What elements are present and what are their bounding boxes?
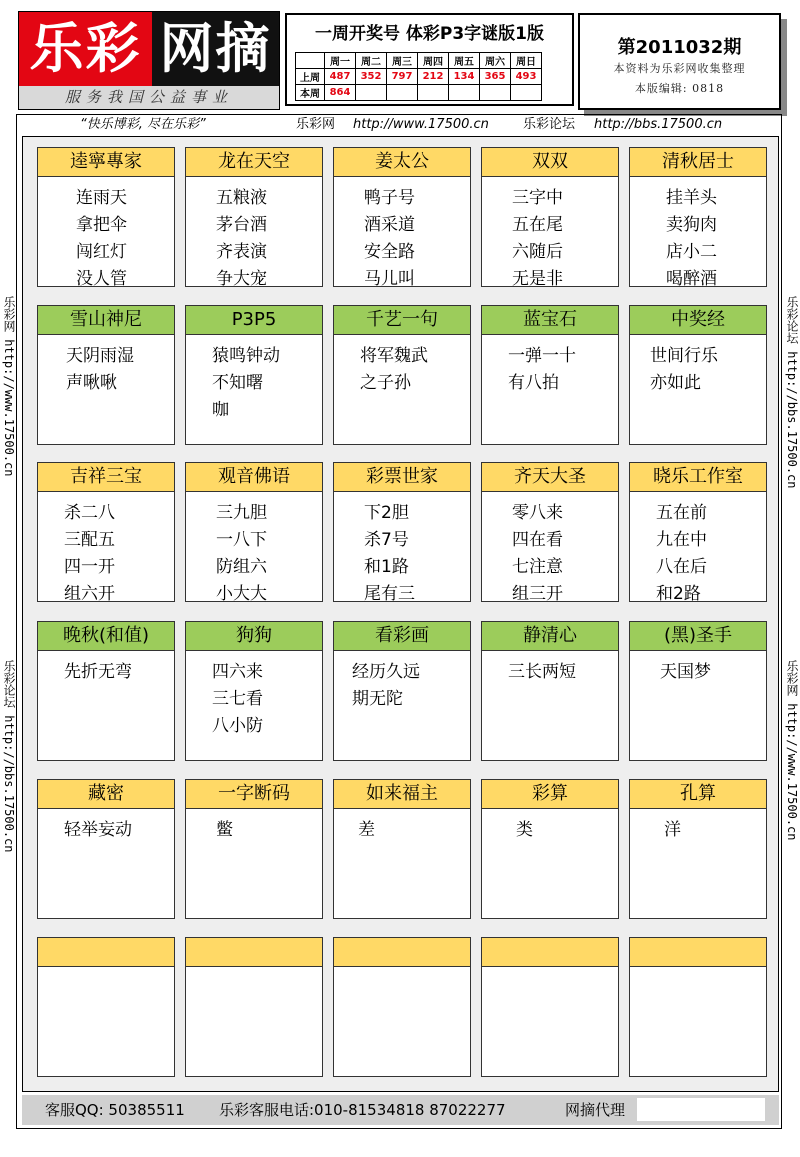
tip-card-line: 马儿叫 — [364, 269, 415, 289]
tip-card-body — [186, 335, 322, 424]
side-right-bottom-text: 乐彩网 http://www.17500.cn — [785, 660, 799, 841]
tip-card-title: 如来福主 — [334, 780, 470, 809]
tip-card-line: 组三开 — [512, 584, 563, 604]
tip-card-line: 三七看 — [212, 689, 263, 709]
tip-card-title: 齐天大圣 — [482, 463, 618, 492]
draw-number-cell: 493 — [511, 69, 542, 85]
draw-days-row — [296, 53, 542, 69]
site-name: 乐彩网 — [296, 117, 336, 132]
tip-card — [629, 462, 767, 602]
tip-card-title: 雪山神尼 — [38, 306, 174, 335]
tip-card-line: 先折无弯 — [64, 662, 132, 682]
tip-card-title: 逵寧專家 — [38, 148, 174, 177]
tip-card — [333, 621, 471, 761]
tip-card-line: 店小二 — [666, 242, 717, 262]
tip-card-line: 尾有三 — [364, 584, 415, 604]
draw-number-cell: 352 — [356, 69, 387, 85]
tip-card-line: 轻举妄动 — [64, 820, 132, 840]
tip-card-line: 杀7号 — [364, 530, 409, 550]
footer-qq: 客服QQ: 50385511 — [45, 1101, 185, 1119]
side-left-bottom-text: 乐彩论坛 http://bbs.17500.cn — [2, 660, 16, 853]
draw-number-cell — [418, 85, 449, 101]
draw-day-cell: 周三 — [387, 53, 418, 69]
logo-right-text: 网摘 — [152, 12, 279, 86]
draw-title: 一周开奖号 体彩P3字谜版1版 — [314, 24, 545, 44]
tip-card-line: 三字中 — [512, 188, 563, 208]
tip-card-line: 洋 — [664, 820, 681, 840]
tip-card-title: 看彩画 — [334, 622, 470, 651]
issue-number: 第2011032期 — [617, 37, 742, 58]
draw-day-cell: 周五 — [449, 53, 480, 69]
forum-url-link[interactable]: http://bbs.17500.cn — [594, 117, 723, 132]
tip-card-line: 世间行乐 — [650, 346, 718, 366]
tip-card-title — [334, 938, 470, 967]
tip-card-body — [630, 177, 766, 293]
tip-card-line: 酒采道 — [364, 215, 415, 235]
tip-card-line: 类 — [516, 820, 533, 840]
tip-card-line: 之子孙 — [360, 373, 411, 393]
tip-card — [37, 621, 175, 761]
tip-card-line: 天阴雨湿 — [66, 346, 134, 366]
tip-card-title: 彩算 — [482, 780, 618, 809]
tip-card — [37, 779, 175, 919]
tip-card-line: 挂羊头 — [666, 188, 717, 208]
site-url-link[interactable]: http://www.17500.cn — [353, 117, 489, 132]
tip-card — [185, 462, 323, 602]
footer-bar — [22, 1095, 779, 1125]
tip-card — [629, 147, 767, 287]
draw-number-cell — [511, 85, 542, 101]
tip-card — [37, 147, 175, 287]
tip-card-line: 和2路 — [656, 584, 701, 604]
tip-card-title: 千艺一句 — [334, 306, 470, 335]
draw-number-cell: 864 — [325, 85, 356, 101]
side-right-top-text: 乐彩论坛 http://bbs.17500.cn — [785, 296, 799, 489]
tip-card-line: 鸭子号 — [364, 188, 415, 208]
tip-card-title: 姜太公 — [334, 148, 470, 177]
tip-card-title: 藏密 — [38, 780, 174, 809]
tip-card-line: 鳖 — [216, 820, 233, 840]
tip-card-body — [186, 967, 322, 975]
tip-card-body — [186, 177, 322, 293]
tip-card-title: 狗狗 — [186, 622, 322, 651]
tip-card-body — [186, 492, 322, 608]
tip-card — [333, 462, 471, 602]
tip-card-line: 八在后 — [656, 557, 707, 577]
tip-card-body — [482, 492, 618, 608]
logo — [18, 11, 280, 110]
tip-card-line: 五在前 — [656, 503, 707, 523]
tip-card-line: 三长两短 — [508, 662, 576, 682]
tip-card-line: 亦如此 — [650, 373, 701, 393]
tip-card-line: 喝醉酒 — [666, 269, 717, 289]
tip-card-body — [38, 335, 174, 397]
draw-day-cell: 周一 — [325, 53, 356, 69]
issue-panel — [578, 13, 781, 110]
draw-day-cell: 周二 — [356, 53, 387, 69]
draw-last-week-row — [296, 69, 542, 85]
tip-card — [333, 147, 471, 287]
tip-card-body — [630, 492, 766, 608]
tips-grid — [22, 136, 779, 1092]
tip-card-line: 四一开 — [64, 557, 115, 577]
tip-card-line: 声啾啾 — [66, 373, 117, 393]
tip-card-line: 八小防 — [212, 716, 263, 736]
tip-card-body — [482, 809, 618, 844]
footer-agent-label: 网摘代理 — [565, 1101, 626, 1119]
tip-card — [629, 937, 767, 1077]
footer-phone: 乐彩客服电话:010-81534818 87022277 — [219, 1101, 506, 1119]
tip-card-body — [38, 967, 174, 975]
tip-card-title: 龙在天空 — [186, 148, 322, 177]
tip-card-line: 三九胆 — [216, 503, 267, 523]
tip-card — [481, 305, 619, 445]
draw-table — [295, 52, 542, 101]
tip-card-title: 观音佛语 — [186, 463, 322, 492]
tip-card-title: 晓乐工作室 — [630, 463, 766, 492]
tip-card-line: 期无陀 — [352, 689, 403, 709]
tip-card-line: 争大宠 — [216, 269, 267, 289]
tip-card-title — [186, 938, 322, 967]
tip-card-title: 双双 — [482, 148, 618, 177]
tip-card-line: 茅台酒 — [216, 215, 267, 235]
tip-card — [629, 305, 767, 445]
tip-card-body — [482, 651, 618, 686]
tip-card-body — [630, 335, 766, 397]
weekly-draw-panel — [285, 13, 574, 106]
tip-card — [185, 621, 323, 761]
tip-card-line: 拿把伞 — [76, 215, 127, 235]
tip-card-line: 一八下 — [216, 530, 267, 550]
tip-card-body — [38, 492, 174, 608]
tip-card-line: 将军魏武 — [360, 346, 428, 366]
tip-card — [481, 621, 619, 761]
tip-card-line: 和1路 — [364, 557, 409, 577]
draw-number-cell: 487 — [325, 69, 356, 85]
tip-card-line: 闯红灯 — [76, 242, 127, 262]
tip-card-line: 零八来 — [512, 503, 563, 523]
tip-card-body — [334, 967, 470, 975]
tip-card — [185, 305, 323, 445]
tip-card-title: 蓝宝石 — [482, 306, 618, 335]
draw-number-cell — [387, 85, 418, 101]
tip-card — [333, 937, 471, 1077]
draw-row-label: 本周 — [296, 85, 325, 101]
tip-card-line: 防组六 — [216, 557, 267, 577]
draw-number-cell: 134 — [449, 69, 480, 85]
draw-day-cell: 周日 — [511, 53, 542, 69]
tip-card-line: 有八拍 — [508, 373, 559, 393]
tip-card-title: 一字断码 — [186, 780, 322, 809]
footer-agent-blank — [637, 1098, 765, 1121]
draw-number-cell — [480, 85, 511, 101]
tip-card-body — [38, 809, 174, 844]
tip-card-line: 小大大 — [216, 584, 267, 604]
draw-number-cell — [356, 85, 387, 101]
tip-card-body — [630, 651, 766, 686]
tip-card-body — [334, 809, 470, 844]
tip-card-line: 六随后 — [512, 242, 563, 262]
draw-number-cell — [449, 85, 480, 101]
tip-card-line: 差 — [358, 820, 375, 840]
draw-number-cell: 212 — [418, 69, 449, 85]
tip-card — [37, 305, 175, 445]
tip-card-body — [38, 651, 174, 686]
tip-card — [185, 779, 323, 919]
logo-slogan: 服务我国公益事业 — [19, 86, 279, 109]
tip-card — [481, 779, 619, 919]
tip-card — [185, 937, 323, 1077]
tip-card-body — [630, 809, 766, 844]
side-left-top-text: 乐彩网 http://www.17500.cn — [2, 296, 16, 477]
tip-card-line: 五在尾 — [512, 215, 563, 235]
tip-card-body — [334, 177, 470, 293]
tip-card-line: 天国梦 — [660, 662, 711, 682]
tip-card-line: 杀二八 — [64, 503, 115, 523]
tip-card — [333, 305, 471, 445]
tip-card-line: 无是非 — [512, 269, 563, 289]
tip-card — [481, 147, 619, 287]
tip-card-line: 安全路 — [364, 242, 415, 262]
tip-card-body — [482, 177, 618, 293]
tip-card-body — [186, 809, 322, 844]
tip-card-line: 七注意 — [512, 557, 563, 577]
tip-card-line: 没人管 — [76, 269, 127, 289]
tip-card-title — [38, 938, 174, 967]
draw-day-cell: 周四 — [418, 53, 449, 69]
tip-card-body — [38, 177, 174, 293]
draw-day-cell: 周六 — [480, 53, 511, 69]
tip-card-line: 经历久远 — [352, 662, 420, 682]
tip-card-title: 静清心 — [482, 622, 618, 651]
tip-card — [481, 937, 619, 1077]
tip-card — [629, 779, 767, 919]
tip-card-body — [334, 335, 470, 397]
site-line — [18, 115, 780, 135]
tip-card-line: 齐表演 — [216, 242, 267, 262]
tip-card-line: 四六来 — [212, 662, 263, 682]
tip-card-body — [630, 967, 766, 975]
site-motto: “快乐博彩, 尽在乐彩” — [80, 117, 206, 132]
tip-card — [333, 779, 471, 919]
tip-card — [629, 621, 767, 761]
tip-card — [481, 462, 619, 602]
tip-card-title: 晚秋(和值) — [38, 622, 174, 651]
tip-card-title — [482, 938, 618, 967]
tip-card-line: 卖狗肉 — [666, 215, 717, 235]
tip-card-line: 三配五 — [64, 530, 115, 550]
tip-card-body — [334, 492, 470, 608]
draw-row-label: 上周 — [296, 69, 325, 85]
tip-card-body — [334, 651, 470, 713]
tip-card — [37, 462, 175, 602]
tip-card-line: 咖 — [212, 400, 229, 420]
tip-card-line: 下2胆 — [364, 503, 409, 523]
tip-card-title: 中奖经 — [630, 306, 766, 335]
tip-card-line: 一弹一十 — [508, 346, 576, 366]
tip-card-title: P3P5 — [186, 306, 322, 335]
issue-note-source: 本资料为乐彩网收集整理 — [613, 62, 746, 75]
tip-card-body — [482, 967, 618, 975]
tip-card-line: 五粮液 — [216, 188, 267, 208]
forum-name: 乐彩论坛 — [523, 117, 576, 132]
tip-card-title: 吉祥三宝 — [38, 463, 174, 492]
tip-card-body — [482, 335, 618, 397]
tip-card-title: 彩票世家 — [334, 463, 470, 492]
draw-number-cell: 365 — [480, 69, 511, 85]
draw-this-week-row — [296, 85, 542, 101]
draw-number-cell: 797 — [387, 69, 418, 85]
tip-card-line: 猿鸣钟动 — [212, 346, 280, 366]
tip-card — [185, 147, 323, 287]
tip-card-line: 不知曙 — [212, 373, 263, 393]
draw-corner-cell — [296, 53, 325, 69]
tip-card-line: 四在看 — [512, 530, 563, 550]
tip-card-body — [186, 651, 322, 740]
tip-card — [37, 937, 175, 1077]
tip-card-title — [630, 938, 766, 967]
tip-card-line: 九在中 — [656, 530, 707, 550]
tip-card-title: 孔算 — [630, 780, 766, 809]
tip-card-line: 组六开 — [64, 584, 115, 604]
issue-note-editor: 本版编辑: 0818 — [634, 82, 725, 95]
tip-card-line: 连雨天 — [76, 188, 127, 208]
tip-card-title: (黑)圣手 — [630, 622, 766, 651]
tip-card-title: 清秋居士 — [630, 148, 766, 177]
logo-left-text: 乐彩 — [19, 12, 152, 86]
